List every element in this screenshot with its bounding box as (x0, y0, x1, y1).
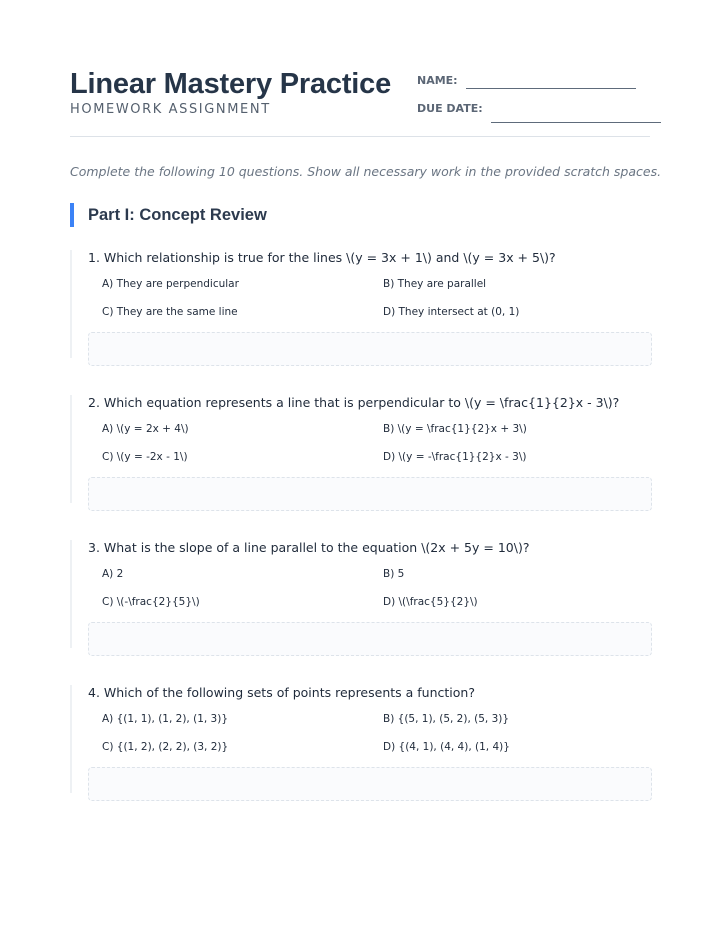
option-d[interactable]: D) \(y = -\frac{1}{2}x - 3\) (383, 451, 527, 463)
name-field[interactable] (417, 74, 636, 87)
due-date-field[interactable] (417, 102, 661, 115)
option-a[interactable]: A) {(1, 1), (1, 2), (1, 3)} (102, 713, 229, 725)
question-text: 1. Which relationship is true for the lines \(y = 3x + 1\) and \(y = 3x + 5\)? (88, 250, 556, 265)
option-d[interactable]: D) {(4, 1), (4, 4), (1, 4)} (383, 741, 510, 753)
name-label: NAME: (417, 74, 458, 87)
section-title: Part I: Concept Review (88, 206, 267, 224)
option-d[interactable]: D) They intersect at (0, 1) (383, 306, 520, 318)
option-c[interactable]: C) \(y = -2x - 1\) (102, 451, 188, 463)
question-text: 2. Which equation represents a line that is perpendicular to \(y = \frac{1}{2}x - 3\)? (88, 395, 620, 410)
option-a[interactable]: A) They are perpendicular (102, 278, 239, 290)
option-b[interactable]: B) 5 (383, 568, 405, 580)
name-blank-line[interactable] (466, 87, 636, 89)
question-text: 4. Which of the following sets of points represents a function? (88, 685, 475, 700)
page-title: Linear Mastery Practice (70, 68, 392, 100)
option-b[interactable]: B) They are parallel (383, 278, 487, 290)
question-3 (70, 540, 652, 648)
question-4 (70, 685, 652, 793)
option-c[interactable]: C) They are the same line (102, 306, 238, 318)
scratch-space[interactable] (88, 767, 652, 801)
option-d[interactable]: D) \(\frac{5}{2}\) (383, 596, 478, 608)
section-header (70, 203, 267, 227)
due-date-blank-line[interactable] (491, 121, 661, 123)
option-a[interactable]: A) 2 (102, 568, 124, 580)
page-subtitle: HOMEWORK ASSIGNMENT (70, 102, 271, 117)
due-date-label: DUE DATE: (417, 102, 483, 115)
option-b[interactable]: B) {(5, 1), (5, 2), (5, 3)} (383, 713, 510, 725)
question-1 (70, 250, 652, 358)
worksheet-header (70, 68, 650, 137)
option-c[interactable]: C) \(-\frac{2}{5}\) (102, 596, 200, 608)
option-a[interactable]: A) \(y = 2x + 4\) (102, 423, 189, 435)
option-b[interactable]: B) \(y = \frac{1}{2}x + 3\) (383, 423, 527, 435)
question-2 (70, 395, 652, 503)
scratch-space[interactable] (88, 332, 652, 366)
option-c[interactable]: C) {(1, 2), (2, 2), (3, 2)} (102, 741, 229, 753)
scratch-space[interactable] (88, 622, 652, 656)
question-text: 3. What is the slope of a line parallel to the equation \(2x + 5y = 10\)? (88, 540, 530, 555)
instructions: Complete the following 10 questions. Show all necessary work in the provided scratch spaces. (70, 164, 662, 179)
scratch-space[interactable] (88, 477, 652, 511)
